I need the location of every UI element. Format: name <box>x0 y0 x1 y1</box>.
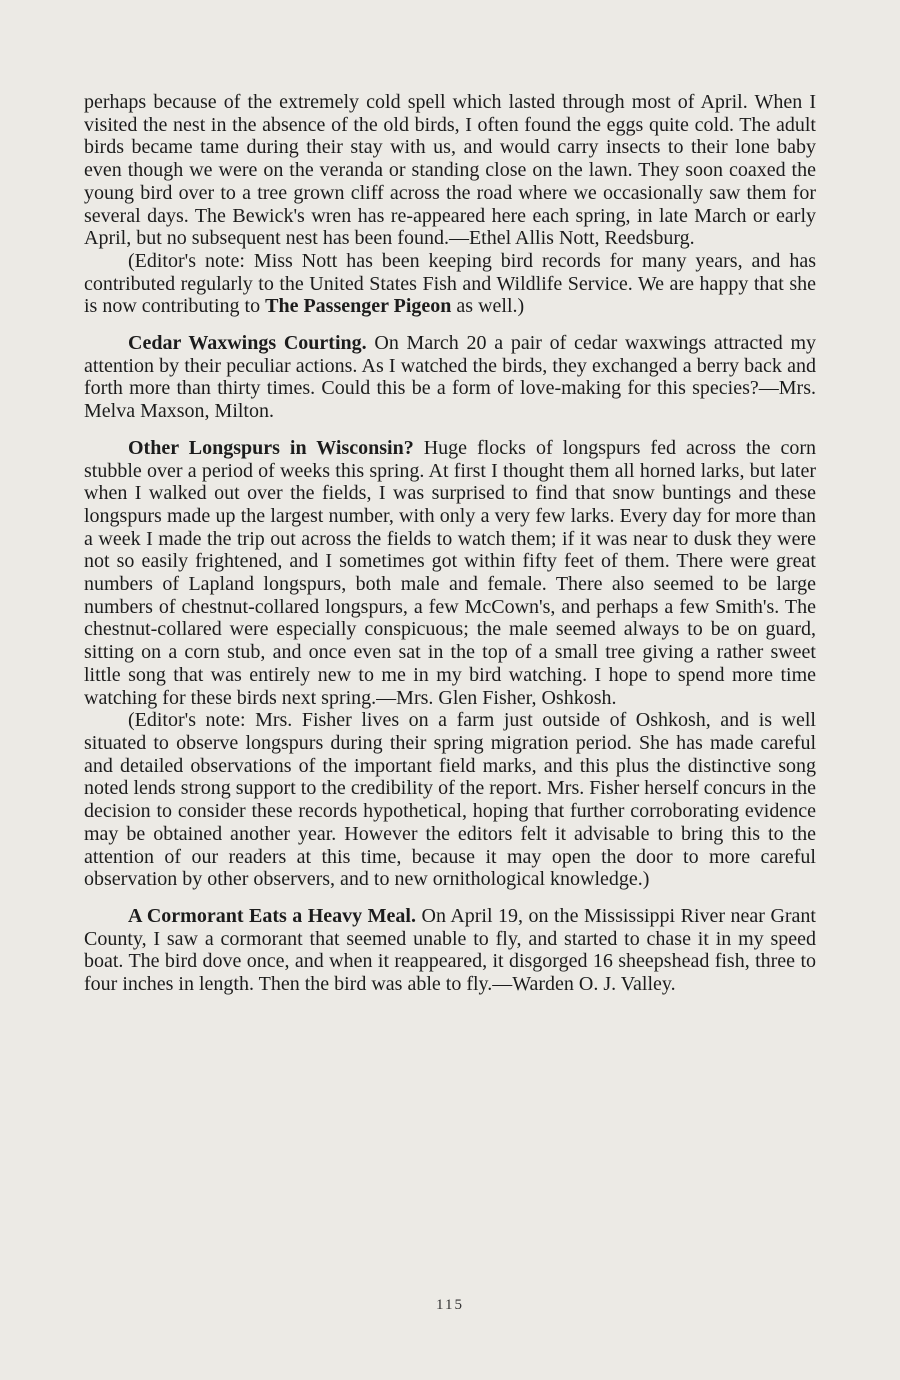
paragraph-text: Huge flocks of longspurs fed across the corn stubble over a period of weeks this spring. At first I thought them all horned larks, but later when I walked out over the fields, I was surprised to find that snow buntings and these longspurs made up the largest number, with only a very few larks. Every day for more than a week I made the trip out across the fields to watch them; if it was near to dusk they were not so easily frightened, and I sometimes got within fifty feet of them. There were great numbers of Lapland longspurs, both male and female. There also seemed to be large numbers of chestnut-collared longspurs, a few McCown's, and perhaps a few Smith's. The chestnut-collared were especially conspicuous; the male seemed always to be on guard, sitting on a corn stub, and once even sat in the top of a small tree giving a rather sweet little song that was entirely new to me in my bird watching. I hope to spend more time watching for these birds next spring.—Mrs. Glen Fisher, Oshkosh. <box>84 436 816 709</box>
paragraph-text: (Editor's note: Miss Nott has been keeping bird records for many years, and has contributed regularly to the United States Fish and Wildlife Service. We are happy that she is now contributing to <box>84 249 816 318</box>
paragraph-editors-note-fisher <box>84 709 816 891</box>
paragraph-text: as well.) <box>451 295 525 318</box>
paragraph-cedar-waxwings <box>84 332 816 423</box>
paragraph-text: On March 20 a pair of cedar waxwings attracted my attention by their peculiar actions. As I watched the birds, they exchanged a berry back and forth more than thirty times. Could this be a form of love-making for this species?—Mrs. Melva Maxson, Milton. <box>84 332 817 423</box>
paragraph-text: On April 19, on the Mississippi River near Grant County, I saw a cormorant that seemed unable to fly, and started to chase it in my speed boat. The bird dove once, and when it reappeared, it disgorged 16 sheepshead fish, three to four inches in length. Then the bird was able to fly.—Warden O. J. Valley. <box>84 904 816 996</box>
section-heading: Cedar Waxwings Courting. <box>128 332 367 355</box>
section-heading: A Cormorant Eats a Heavy Meal. <box>128 904 416 927</box>
paragraph-cormorant <box>84 905 816 996</box>
section-heading: Other Longspurs in Wisconsin? <box>128 436 414 459</box>
journal-title: The Passenger Pigeon <box>265 295 452 318</box>
paragraph-text: perhaps because of the extremely cold spell which lasted through most of April. When I visited the nest in the absence of the old birds, I often found the eggs quite cold. The adult birds became tame during their stay with us, and would carry insects to their lone baby even though we were on the veranda or standing close on the lawn. They soon coaxed the young bird over to a tree grown cliff across the road where we occasionally saw them for several days. The Bewick's wren has re-appeared here each spring, in late March or early April, but no subsequent nest has been found.—Ethel Allis Nott, Reedsburg. <box>84 91 816 250</box>
article-body <box>84 91 816 996</box>
page-number: 115 <box>436 1297 464 1313</box>
paragraph-text: (Editor's note: Mrs. Fisher lives on a farm just outside of Oshkosh, and is well situated to observe longspurs during their spring migration period. She has made careful and detailed observations of the important field marks, and this plus the distinctive song noted lends strong support to the credibility of the report. Mrs. Fisher herself concurs in the decision to consider these records hypothetical, hoping that further corroborating evidence may be obtained another year. However the editors felt it advisable to bring this to the attention of our readers at this time, because it may open the door to more careful observation by other observers, and to new ornithological knowledge.) <box>84 709 816 891</box>
paragraph-editors-note-nott <box>84 250 816 318</box>
paragraph-longspurs <box>84 437 816 709</box>
paragraph-nest-continuation <box>84 91 816 250</box>
